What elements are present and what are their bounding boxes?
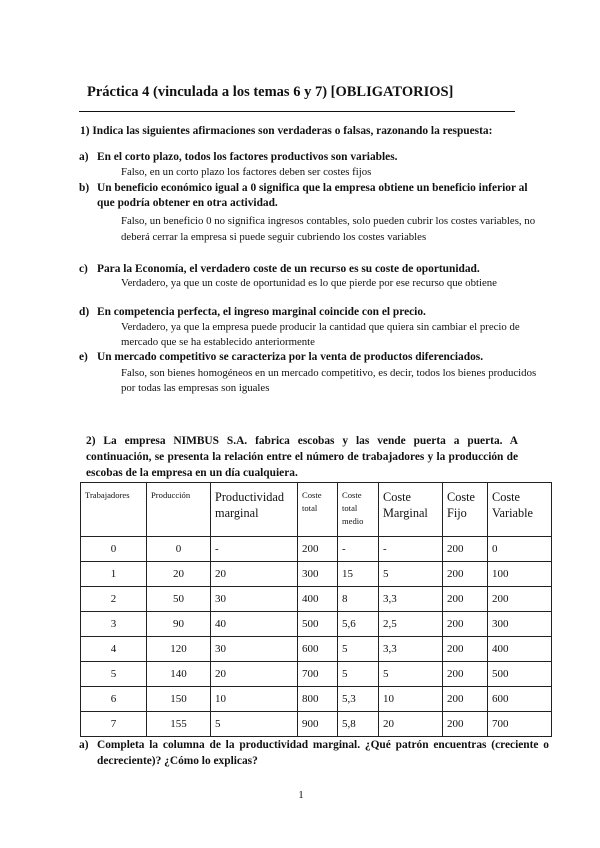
table-cell: 800 — [298, 687, 338, 712]
table-cell: 700 — [298, 662, 338, 687]
table-cell: 200 — [443, 712, 488, 737]
question-2-subquestion-a — [79, 737, 549, 769]
table-header-cell: Producción — [147, 483, 211, 537]
question-1-answer-e: Falso, son bienes homogéneos en un mercado competitivo, es decir, todos los bienes producidos por todas las empresas son iguales — [121, 367, 537, 394]
question-2-prompt: 2) La empresa NIMBUS S.A. fabrica escobas y las vende puerta a puerta. A continuación, se presenta la relación entre el número de trabajadores y la producción de escobas de la empresa en un día cualquiera. — [86, 435, 518, 479]
table-cell: 20 — [147, 562, 211, 587]
table-cell: 5 — [211, 712, 298, 737]
item-letter: a) — [79, 739, 89, 751]
table-row — [81, 637, 552, 662]
table-cell: 90 — [147, 612, 211, 637]
question-1-answer-a: Falso, en un corto plazo los factores deben ser costes fijos — [121, 166, 372, 178]
table-cell: 10 — [379, 687, 443, 712]
item-letter: a) — [79, 151, 89, 163]
table-cell: 8 — [338, 587, 379, 612]
table-header-row — [81, 483, 552, 537]
page-title: Práctica 4 (vinculada a los temas 6 y 7) [OBLIGATORIOS] — [87, 84, 454, 100]
question-1-prompt: 1) Indica las siguientes afirmaciones son verdaderas o falsas, razonando la respuesta: — [80, 125, 493, 137]
table-row — [81, 662, 552, 687]
table-cell: 30 — [211, 587, 298, 612]
table-cell: 5,3 — [338, 687, 379, 712]
table-row — [81, 562, 552, 587]
table-cell: 3 — [81, 612, 147, 637]
table-cell: 400 — [298, 587, 338, 612]
question-1-item-d — [79, 305, 539, 320]
item-letter: d) — [79, 306, 90, 318]
table-cell: 140 — [147, 662, 211, 687]
table-cell: - — [211, 537, 298, 562]
table-cell: 200 — [443, 587, 488, 612]
table-header-cell: Coste Variable — [488, 483, 552, 537]
item-statement: Para la Economía, el verdadero coste de un recurso es su coste de oportunidad. — [97, 263, 480, 275]
item-statement: Un beneficio económico igual a 0 significa que la empresa obtiene un beneficio inferior al que podría obtener en otra actividad. — [97, 182, 528, 209]
table-cell: 2,5 — [379, 612, 443, 637]
table-cell: - — [379, 537, 443, 562]
table-cell: 600 — [298, 637, 338, 662]
item-letter: b) — [79, 182, 90, 194]
item-statement: Un mercado competitivo se caracteriza por la venta de productos diferenciados. — [97, 351, 484, 363]
table-header-cell: Productividad marginal — [211, 483, 298, 537]
item-statement: En competencia perfecta, el ingreso marginal coincide con el precio. — [97, 306, 426, 318]
item-letter: c) — [79, 263, 88, 275]
table-cell: 3,3 — [379, 637, 443, 662]
table-cell: 2 — [81, 587, 147, 612]
table-cell: 120 — [147, 637, 211, 662]
table-cell: 600 — [488, 687, 552, 712]
table-header-cell: Coste total — [298, 483, 338, 537]
table-cell: - — [338, 537, 379, 562]
table-cell: 100 — [488, 562, 552, 587]
question-1-answer-b: Falso, un beneficio 0 no significa ingresos contables, solo pueden cubrir los costes variables, no deberá cerrar la empresa si puede seguir cubriendo los costes variables — [121, 215, 536, 243]
table-cell: 0 — [147, 537, 211, 562]
table-header-cell: Coste total medio — [338, 483, 379, 537]
item-letter: e) — [79, 351, 88, 363]
table-cell: 0 — [488, 537, 552, 562]
table-cell: 40 — [211, 612, 298, 637]
item-statement: En el corto plazo, todos los factores productivos son variables. — [97, 151, 398, 163]
table-cell: 200 — [443, 662, 488, 687]
table-cell: 4 — [81, 637, 147, 662]
table-cell: 155 — [147, 712, 211, 737]
table-cell: 10 — [211, 687, 298, 712]
table-cell: 20 — [379, 712, 443, 737]
table-cell: 3,3 — [379, 587, 443, 612]
table-cell: 0 — [81, 537, 147, 562]
question-1-item-c — [79, 262, 539, 277]
table-cell: 200 — [443, 612, 488, 637]
question-1-item-b — [79, 181, 539, 211]
table-cell: 50 — [147, 587, 211, 612]
table-cell: 900 — [298, 712, 338, 737]
table-cell: 1 — [81, 562, 147, 587]
table-row — [81, 712, 552, 737]
table-cell: 20 — [211, 562, 298, 587]
table-cell: 500 — [488, 662, 552, 687]
table-cell: 400 — [488, 637, 552, 662]
table-header-cell: Trabajadores — [81, 483, 147, 537]
table-cell: 500 — [298, 612, 338, 637]
production-cost-table — [80, 482, 552, 737]
table-cell: 300 — [488, 612, 552, 637]
table-cell: 6 — [81, 687, 147, 712]
table-header-cell: Coste Fijo — [443, 483, 488, 537]
table-cell: 200 — [298, 537, 338, 562]
table-cell: 5 — [379, 662, 443, 687]
table-row — [81, 612, 552, 637]
question-1-item-a — [79, 150, 539, 165]
table-cell: 200 — [443, 562, 488, 587]
title-divider — [79, 111, 515, 112]
table-cell: 15 — [338, 562, 379, 587]
page-number: 1 — [298, 789, 304, 801]
table-cell: 5,6 — [338, 612, 379, 637]
table-cell: 5,8 — [338, 712, 379, 737]
table-cell: 5 — [338, 637, 379, 662]
table-cell: 5 — [338, 662, 379, 687]
table-cell: 200 — [443, 537, 488, 562]
table-cell: 30 — [211, 637, 298, 662]
question-1-answer-d: Verdadero, ya que la empresa puede producir la cantidad que quiera sin cambiar el precio de mercado que se ha establecido anteriormente — [121, 321, 520, 348]
table-cell: 200 — [443, 687, 488, 712]
table-row — [81, 537, 552, 562]
table-cell: 200 — [443, 637, 488, 662]
table-cell: 5 — [81, 662, 147, 687]
table-cell: 5 — [379, 562, 443, 587]
table-cell: 7 — [81, 712, 147, 737]
table-cell: 300 — [298, 562, 338, 587]
table-cell: 200 — [488, 587, 552, 612]
table-cell: 700 — [488, 712, 552, 737]
subquestion-text: Completa la columna de la productividad marginal. ¿Qué patrón encuentras (creciente o decreciente)? ¿Cómo lo explicas? — [97, 739, 549, 767]
question-1-item-e — [79, 350, 539, 365]
question-1-answer-c: Verdadero, ya que un coste de oportunidad es lo que pierde por ese recurso que obtiene — [121, 277, 497, 289]
table-row — [81, 587, 552, 612]
table-cell: 20 — [211, 662, 298, 687]
table-row — [81, 687, 552, 712]
table-header-cell: Coste Marginal — [379, 483, 443, 537]
table-cell: 150 — [147, 687, 211, 712]
